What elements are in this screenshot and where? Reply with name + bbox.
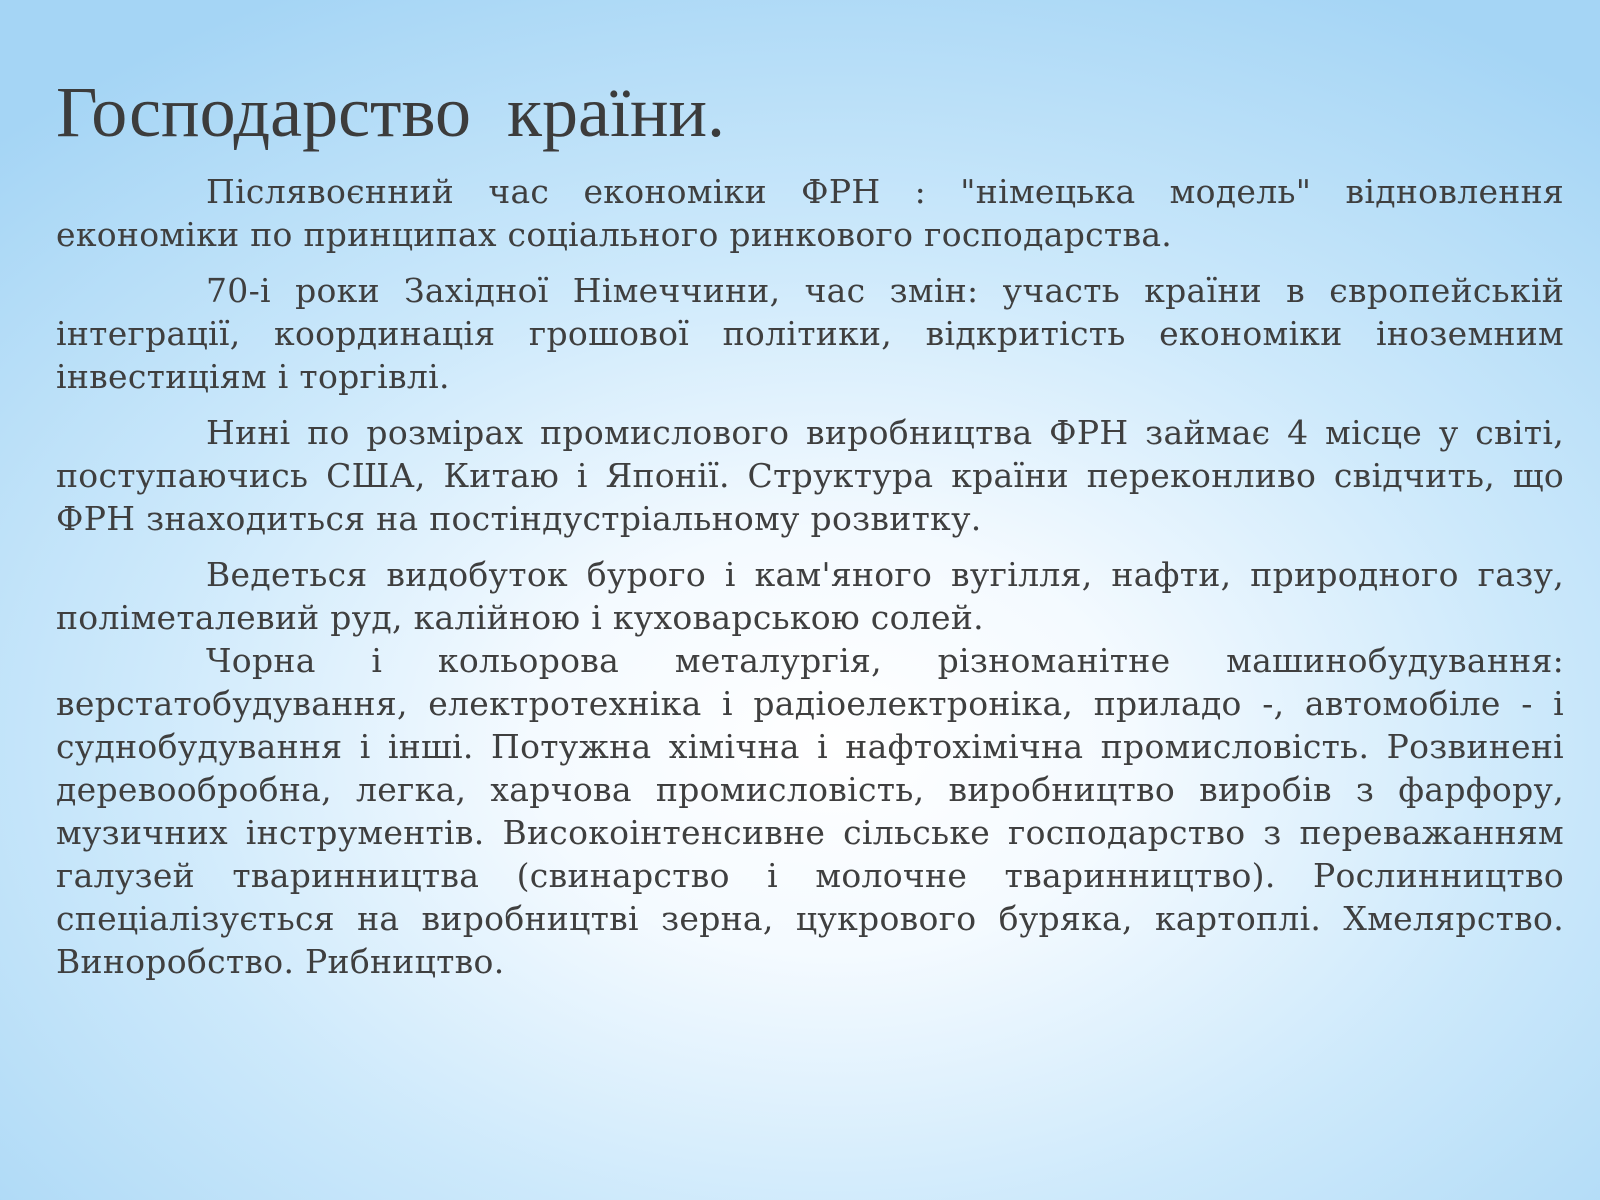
slide-body	[56, 170, 1564, 996]
paragraph-industry-agriculture: Чорна і кольорова металургія, різноманітне машинобудування: верстатобудування, електротехніка і радіоелектроніка, приладо -, автомобіле - і суднобудування і інші. Потужна хімічна і нафтохімічна промисловість. Розвинені деревообробна, легка, харчова промисловість, виробництво виробів з фарфору, музичних інструментів. Високоінтенсивне сільське господарство з переважанням галузей тваринництва (свинарство і молочне тваринництво). Рослинництво спеціалізується на виробництві зерна, цукрового буряка, картоплі. Хмелярство. Виноробство. Рибництво.	[56, 641, 1564, 981]
slide-title: Господарство країни.	[56, 72, 726, 152]
paragraph-industrial-rank: Нині по розмірах промислового виробництва ФРН займає 4 місце у світі, поступаючись США, Китаю і Японії. Структура країни переконливо свідчить, що ФРН знаходиться на постіндустріальному розвитку.	[56, 413, 1564, 538]
paragraph-seventies: 70-і роки Західної Німеччини, час змін: участь країни в європейській інтеграції, координація грошової політики, відкритість економіки іноземним інвестиціям і торгівлі.	[56, 271, 1564, 396]
paragraph-mining: Ведеться видобуток бурого і кам'яного вугілля, нафти, природного газу, поліметалевий руд, калійною і куховарською солей.	[56, 555, 1564, 637]
paragraph-postwar-economy: Післявоєнний час економіки ФРН : "німецька модель" відновлення економіки по принципах соціального ринкового господарства.	[56, 172, 1564, 254]
